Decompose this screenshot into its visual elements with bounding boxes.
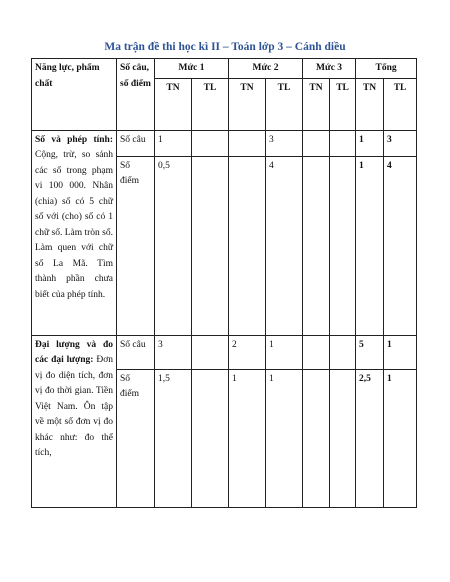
cell-m3-tn bbox=[303, 156, 330, 335]
sub-tn: TN bbox=[356, 78, 384, 130]
cell-m1-tn: 3 bbox=[155, 335, 192, 369]
count-label: Số câu bbox=[117, 335, 155, 369]
sub-tl: TL bbox=[192, 78, 229, 130]
cell-m2-tn bbox=[229, 156, 266, 335]
score-label: Số điểm bbox=[117, 156, 155, 335]
sub-tn: TN bbox=[229, 78, 266, 130]
cell-m3-tn bbox=[303, 130, 330, 156]
cell-m2-tn bbox=[229, 130, 266, 156]
sub-tn: TN bbox=[303, 78, 330, 130]
cell-m1-tl bbox=[192, 156, 229, 335]
cell-m1-tn: 0,5 bbox=[155, 156, 192, 335]
header-competency: Năng lực, phẩm chất bbox=[32, 59, 117, 131]
cell-m3-tl bbox=[330, 130, 356, 156]
cell-m2-tn: 2 bbox=[229, 335, 266, 369]
topic-title: Đại lượng và đo các đại lượng: bbox=[35, 339, 113, 365]
score-label: Số điểm bbox=[117, 369, 155, 507]
cell-total-tl: 1 bbox=[384, 369, 417, 507]
header-count-label: Số câu, số điểm bbox=[117, 59, 155, 131]
sub-tl: TL bbox=[384, 78, 417, 130]
cell-total-tn: 1 bbox=[356, 156, 384, 335]
topic-title: Số và phép tính: bbox=[35, 134, 113, 145]
header-row bbox=[32, 59, 417, 79]
cell-m2-tn: 1 bbox=[229, 369, 266, 507]
cell-total-tn: 1 bbox=[356, 130, 384, 156]
sub-tl: TL bbox=[266, 78, 303, 130]
table-row bbox=[32, 335, 417, 369]
cell-m1-tl bbox=[192, 130, 229, 156]
cell-total-tn: 5 bbox=[356, 335, 384, 369]
cell-m1-tn: 1,5 bbox=[155, 369, 192, 507]
cell-total-tl: 1 bbox=[384, 335, 417, 369]
header-level-2: Mức 2 bbox=[229, 59, 303, 79]
cell-total-tn: 2,5 bbox=[356, 369, 384, 507]
cell-total-tl: 4 bbox=[384, 156, 417, 335]
topic-cell bbox=[32, 130, 117, 335]
header-total: Tổng bbox=[356, 59, 417, 79]
cell-m1-tl bbox=[192, 335, 229, 369]
cell-m2-tl: 1 bbox=[266, 369, 303, 507]
document-title: Ma trận đề thi học kì II – Toán lớp 3 – Cánh diều bbox=[104, 41, 346, 53]
cell-m3-tn bbox=[303, 335, 330, 369]
cell-m2-tl: 4 bbox=[266, 156, 303, 335]
sub-tn: TN bbox=[155, 78, 192, 130]
exam-matrix-table bbox=[31, 58, 417, 508]
cell-m1-tn: 1 bbox=[155, 130, 192, 156]
cell-m2-tl: 1 bbox=[266, 335, 303, 369]
topic-description: Cộng, trừ, so sánh các số trong phạm vi 100 000. Nhân (chia) số có 5 chữ số với (cho) số có 1 chữ số. Làm tròn số. Làm quen với chữ số La Mã. Tìm thành phần chưa biết của phép tính. bbox=[35, 150, 113, 300]
cell-total-tl: 3 bbox=[384, 130, 417, 156]
cell-m3-tl bbox=[330, 369, 356, 507]
cell-m1-tl bbox=[192, 369, 229, 507]
sub-tl: TL bbox=[330, 78, 356, 130]
cell-m3-tl bbox=[330, 335, 356, 369]
cell-m3-tl bbox=[330, 156, 356, 335]
table-row bbox=[32, 130, 417, 156]
header-level-1: Mức 1 bbox=[155, 59, 229, 79]
count-label: Số câu bbox=[117, 130, 155, 156]
topic-cell bbox=[32, 335, 117, 507]
topic-description: Đơn vị đo diện tích, đơn vị đo thời gian. Tiền Việt Nam. Ôn tập về một số đơn vị đo khác như: đo thể tích, bbox=[35, 355, 114, 458]
cell-m3-tn bbox=[303, 369, 330, 507]
header-level-3: Mức 3 bbox=[303, 59, 356, 79]
cell-m2-tl: 3 bbox=[266, 130, 303, 156]
